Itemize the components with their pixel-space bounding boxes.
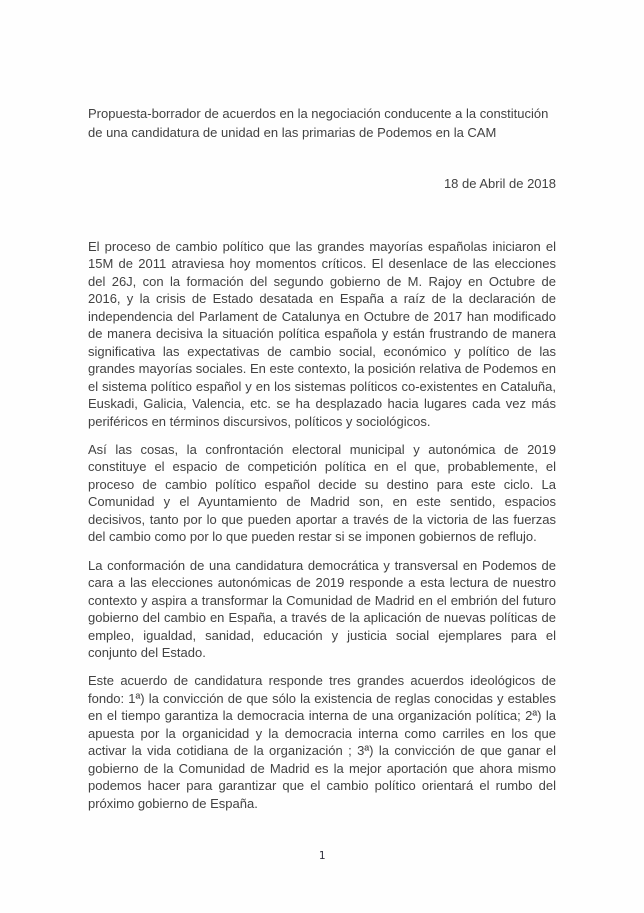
- page-footer: [0, 846, 644, 864]
- paragraph-4: Este acuerdo de candidatura responde tres grandes acuerdos ideológicos de fondo: 1ª) la convicción de que sólo la existencia de reglas conocidas y estables en el tiempo garantiza la democracia interna de una organización política; 2ª) la apuesta por la organicidad y la democracia interna como carriles en los que activar la vida cotidiana de la organización ; 3ª) la convicción de que ganar el gobierno de la Comunidad de Madrid es la mejor aportación que ahora mismo podemos hacer para garantizar que el cambio político orientará el rumbo del próximo gobierno de España.: [88, 673, 556, 811]
- document-title: Propuesta-borrador de acuerdos en la negociación conducente a la constitución de una candidatura de unidad en las primarias de Podemos en la CAM: [88, 106, 549, 140]
- document-body: [88, 238, 556, 812]
- paragraph-3: La conformación de una candidatura democrática y transversal en Podemos de cara a las elecciones autonómicas de 2019 responde a esta lectura de nuestro contexto y aspira a transformar la Comunidad de Madrid en el embrión del futuro gobierno del cambio en España, a través de la aplicación de nuevas políticas de empleo, igualdad, sanidad, educación y justicia social ejemplares para el conjunto del Estado.: [88, 557, 556, 660]
- page-number: 1: [318, 849, 326, 862]
- document-date: 18 de Abril de 2018: [443, 176, 556, 191]
- paragraph-1: El proceso de cambio político que las grandes mayorías españolas iniciaron el 15M de 2011 atraviesa hoy momentos críticos. El desenlace de las elecciones del 26J, con la formación del segundo gobierno de M. Rajoy en Octubre de 2016, y la crisis de Estado desatada en España a raíz de la declaración de independencia del Parlament de Catalunya en Octubre de 2017 han modificado de manera decisiva la situación política española y están frustrando de manera significativa las expectativas de cambio social, económico y político de las grandes mayorías sociales. En este contexto, la posición relativa de Podemos en el sistema político español y en los sistemas políticos co-existentes en Cataluña, Euskadi, Galicia, Valencia, etc. se ha desplazado hacia lugares cada vez más periféricos en términos discursivos, políticos y sociológicos.: [88, 239, 556, 429]
- paragraph-2: Así las cosas, la confrontación electoral municipal y autonómica de 2019 constituye el espacio de competición política en el que, probablemente, el proceso de cambio político español decide su destino para este ciclo. La Comunidad y el Ayuntamiento de Madrid son, en este sentido, espacios decisivos, tanto por lo que pueden aportar a través de la victoria de las fuerzas del cambio como por lo que pueden restar si se imponen gobiernos de reflujo.: [88, 441, 556, 545]
